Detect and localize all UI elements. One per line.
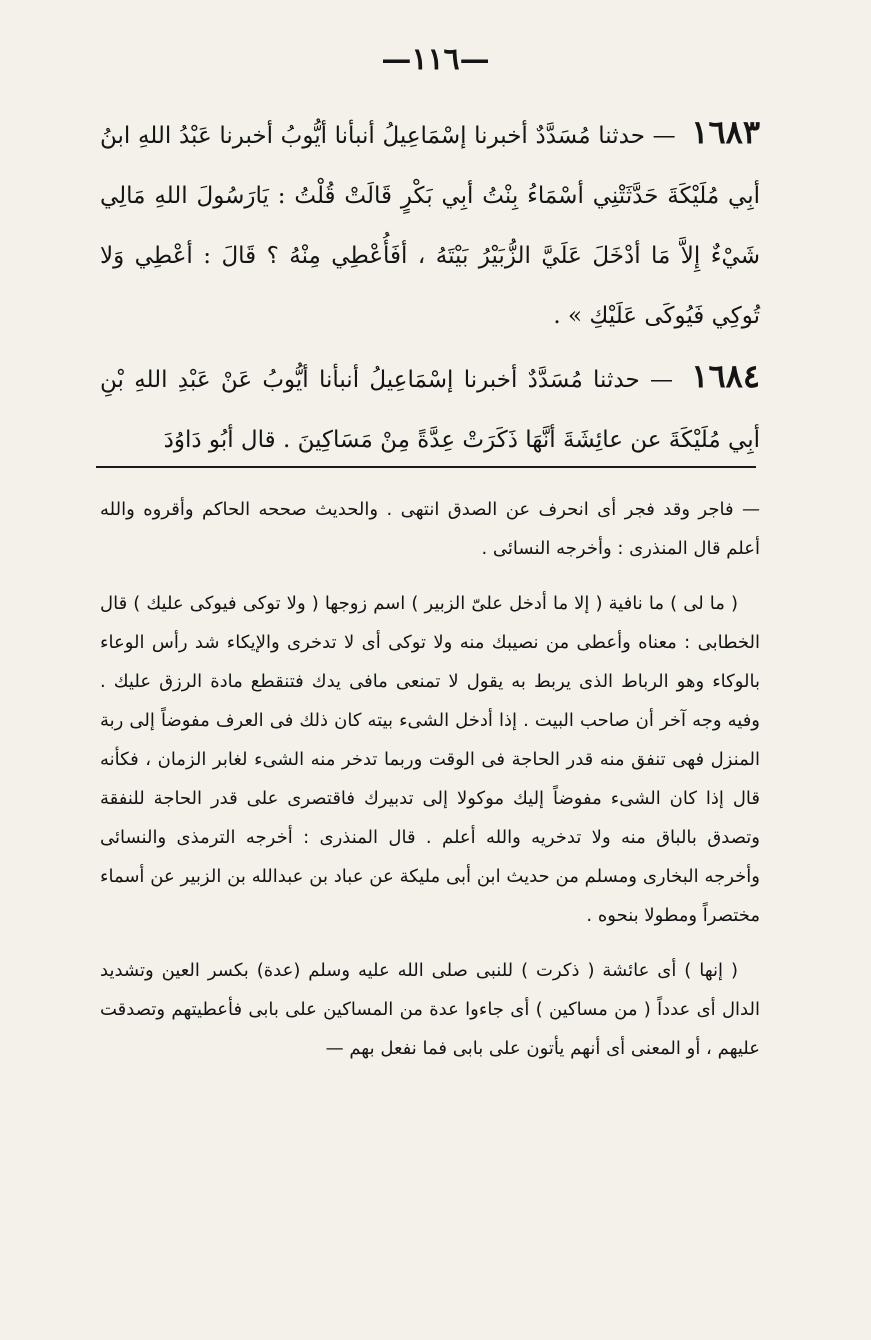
commentary-paragraph: ( ما لى ) ما نافية ( إلا ما أدخل علىّ الزبير ) اسم زوجها ( ولا توكى فيوكى عليك ) قال الخطابى : معناه وأعطى من نصيبك منه ولا توكى أى لا تدخرى والإيكاء شد رأس الوعاء بالوكاء وهو الرباط الذى يربط به يقول لا تمنعى مافى يدك فتنقطع مادة الرزق عليك . وفيه وجه آخر أن صاحب البيت . إذا أدخل الشىء بيته كان ذلك فى العرف مفوضاً إلى ربة المنزل فهى تنفق منه قدر الحاجة فى الوقت وربما تدخر منه الشىء لغابر الزمان ، فكأنه قال إذا كان الشىء مفوضاً إليك موكولا إلى تدبيرك فاقتصرى على قدر الحاجة للنفقة وتصدق بالباق منه ولا تدخريه والله أعلم . قال المنذرى : أخرجه الترمذى والنسائى وأخرجه البخارى ومسلم من حديث ابن أبى مليكة عن عباد بن عبدالله بن الزبير عن أسماء مختصراً ومطولا بنحوه . <box>100 593 760 926</box>
hadith-1684 <box>100 346 760 470</box>
commentary-section <box>100 490 760 1084</box>
hadith-1683 <box>100 102 760 346</box>
hadith-text: — حدثنا مُسَدَّدٌ أخبرنا إسْمَاعِيلُ أنبأنا أيُّوبُ أخبرنا عَبْدُ اللهِ ابنُ أبِي مُلَيْكَةَ حَدَّثَتْنِي أسْمَاءُ بِنْتُ أبِي بَكْرٍ قَالَتْ قُلْتُ : يَارَسُولَ اللهِ مَالِي شَيْءٌ إِلاَّ مَا أدْخَلَ عَلَيَّ الزُّبَيْرُ بَيْتَهُ ، أفَأُعْطِي مِنْهُ ؟ قَالَ : أعْطِي وَلا تُوكِي فَيُوكَى عَلَيْكِ » . <box>100 123 760 329</box>
footnote-divider <box>96 466 756 468</box>
commentary-paragraph: ( إنها ) أى عائشة ( ذكرت ) للنبى صلى الله عليه وسلم (عدة) بكسر العين وتشديد الدال أى عدداً ( من مساكين ) أى جاءوا عدة من المساكين على بابى فأعطيتهم وتصدقت عليهم ، أو المعنى أى أنهم يأتون على بابى فما نفعل بهم — <box>100 960 760 1059</box>
hadith-number: ١٦٨٣ <box>691 113 761 151</box>
page-number: —١١٦— <box>381 42 490 77</box>
hadith-section <box>100 102 760 470</box>
commentary-paragraph: — فاجر وقد فجر أى انحرف عن الصدق انتهى . والحديث صححه الحاكم وأقروه والله أعلم قال المنذرى : وأخرجه النسائى . <box>100 499 760 559</box>
hadith-text: — حدثنا مُسَدَّدٌ أخبرنا إسْمَاعِيلُ أنبأنا أيُّوبُ عَنْ عَبْدِ اللهِ بْنِ أبِي مُلَيْكَةَ عن عائِشَةَ أنَّهَا ذَكَرَتْ عِدَّةً مِنْ مَسَاكِينَ . قال أبُو دَاوُدَ <box>100 367 760 453</box>
hadith-number: ١٦٨٤ <box>691 357 761 395</box>
